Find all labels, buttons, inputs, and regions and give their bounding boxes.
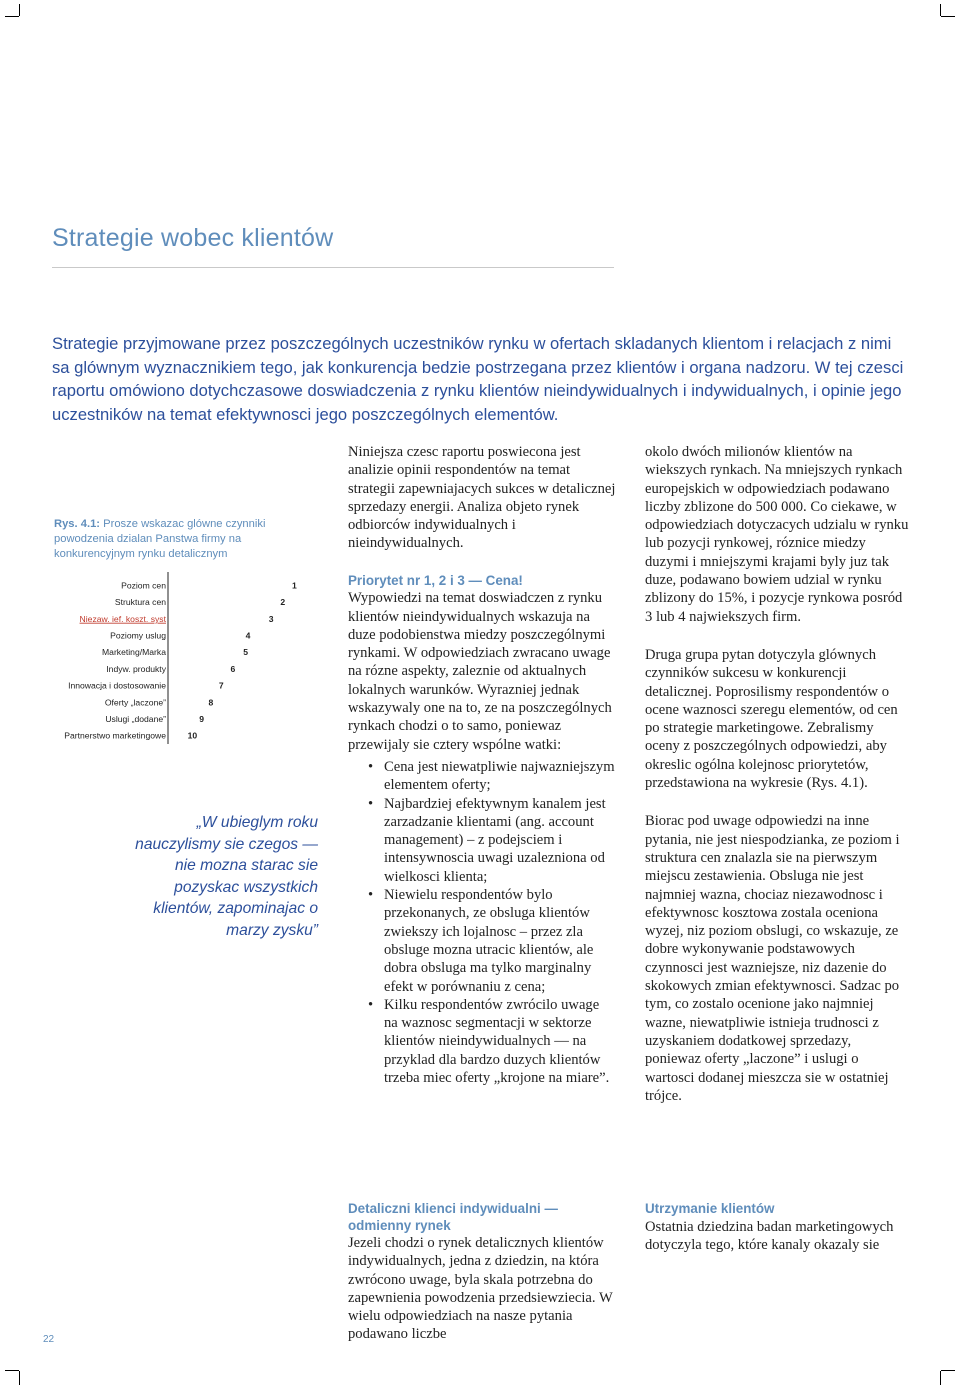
chart-bar xyxy=(168,647,235,657)
ranking-chart xyxy=(52,572,332,752)
paragraph: Druga grupa pytan dotyczyla glównych czynników sukcesu w konkurencji detalicznej. Poprosilismy respondentów o ocene waznosci szeregu elementów, od cen po strategie marketingowe. Zebralismy oceny z poszczególnych odpowiedzi, aby okreslic ogólna kolejnosc priorytetów, przedstawiona na wykresie (Rys. 4.1). xyxy=(645,646,898,792)
paragraph: Biorac pod uwage odpowiedzi na inne pytania, nie jest niespodzianka, ze poziom i struktura cen znalazla sie na pierwszym miejscu zestawienia. Obsluga nie jest najmniej wazna, chociaz niezawodnosc i efektywnosc kosztowa zostala oceniona wyzej, niz poziom obslugi, co wskazuje, ze dobre wykonywanie podstawowych czynnosci jest wazniejsze, niz dazenie do skokowych zmian efektywnosci. Sadzac po tym, co zostalo ocenione jako najmniej wazne, niewatpliwie istnieja trudnosci z uzyskaniem dodatkowej sprzedazy, poniewaz oferty „laczone” i uslugi o wartosci dodanej mieszcza sie w ostatniej trójce. xyxy=(645,813,900,1104)
paragraph: Jezeli chodzi o rynek detalicznych klientów indywidualnych, jedna z dziedzin, na która zwrócono uwage, byla skala potrzebna do zapewnienia powodzenia przedsiewziecia. W wielu odpowiedziach na nasze pytania podawano liczbe xyxy=(348,1235,613,1343)
intro-paragraph: Strategie przyjmowane przez poszczególnych uczestników rynku w ofertach skladanych klientom i relacjach z nimi sa glównym wyznacznikiem tego, jak konkurencja bedzie postrzegana przez klientów i organa nadzoru. W tej czesci raportu omówiono dotychczasowe doswiadczenia z rynku klientów nieindywidualnych i indywidualnych, i opinie jego uczestników na temat efektywnosci jego poszczególnych elementów. xyxy=(52,334,904,424)
value-label: 8 xyxy=(208,697,214,708)
right-column xyxy=(645,443,910,1105)
chart-bar xyxy=(168,597,272,607)
section-heading: Priorytet nr 1, 2 i 3 — Cena! xyxy=(348,572,523,588)
figure-caption xyxy=(54,517,324,562)
category-label: Uslugi „dodane” xyxy=(105,713,166,724)
right-column-lower xyxy=(645,1201,910,1254)
chart-bar xyxy=(168,731,180,741)
category-label: Innowacja i dostosowanie xyxy=(68,680,166,691)
category-label: Partnerstwo marketingowe xyxy=(64,730,166,741)
chart-bar xyxy=(168,714,191,724)
category-label: Marketing/Marka xyxy=(102,647,166,658)
title-divider xyxy=(52,267,614,268)
chart-bar xyxy=(168,697,200,707)
value-label: 9 xyxy=(199,713,204,724)
paragraph: Ostatnia dziedzina badan marketingowych dotyczyla tego, które kanaly okazaly sie xyxy=(645,1218,894,1253)
category-label: Struktura cen xyxy=(114,597,166,608)
page-title: Strategie wobec klientów xyxy=(52,224,334,252)
value-label: 4 xyxy=(245,630,251,641)
value-label: 5 xyxy=(243,647,249,658)
chart-bar xyxy=(168,664,223,674)
chart-bar xyxy=(168,614,261,624)
middle-column xyxy=(348,443,616,1087)
pull-quote: „W ubieglym roku nauczylismy sie czegos — nie mozna starac sie pozyskac wszystkich klientów, zapominajac o marzy zysku” xyxy=(135,814,318,939)
list-item: • Niewielu respondentów bylo przekonanych, ze obsluga klientów zwiekszy ich lojalnosc – przez zla obsluge mozna utracic klientów, ale dobra obsluga ma tylko marginalny efekt w porównaniu z cena; xyxy=(348,886,616,996)
figure-label: Rys. 4.1: xyxy=(54,518,101,530)
category-label: Poziomy uslug xyxy=(110,630,166,641)
category-label: Oferty „laczone” xyxy=(104,697,166,708)
value-label: 3 xyxy=(268,613,274,624)
section-heading: Detaliczni klienci indywidualni — odmienny rynek xyxy=(348,1201,558,1233)
chart-bar xyxy=(168,580,284,590)
value-label: 2 xyxy=(280,597,286,608)
category-label: Niezaw. ief. koszt. syst xyxy=(79,613,166,624)
chart-bar xyxy=(168,681,211,691)
category-label: Indyw. produkty xyxy=(106,663,166,674)
paragraph: Wypowiedzi na temat doswiadczen z rynku klientów nieindywidualnych wskazuja na duze podobienstwa miedzy poszczególnymi rynkami. W odpowiedziach zwracano uwage na rózne aspekty, zaleznie od aktualnych lokalnych warunków. Wyrazniej jednak wskazywaly one na to, ze na poszczególnych rynkach chodzi o to samo, poniewaz przewijaly sie cztery wspólne watki: xyxy=(348,590,612,753)
paragraph: Niniejsza czesc raportu poswiecona jest analizie opinii respondentów na temat strategii zapewniajacych sukces w detalicznej sprzedazy energii. Analiza objeto rynek odbiorców indywidualnych i nieindywidualnych. xyxy=(348,444,616,552)
value-label: 1 xyxy=(292,580,297,591)
paragraph: okolo dwóch milionów klientów na wiekszych rynkach. Na mniejszych rynkach europejskich w odpowiedziach podawano liczby zblizone do 500 000. Co ciekawe, w odpowiedziach dotyczacych udzialu w rynku lub pozycji rynkowej, róznice miedzy duzymi i mniejszymi krajami byly juz tak duze, podawano bowiem udzial w rynku zblizony do 15%, i pozycje rynkowa posród 3 lub 4 najwiekszych firm. xyxy=(645,444,909,625)
figure-caption-text: Prosze wskazac glówne czynniki powodzenia dzialan Panstwa firmy na konkurencyjnym rynku detalicznym xyxy=(54,518,266,560)
page-number: 22 xyxy=(43,1334,55,1345)
list-item: • Najbardziej efektywnym kanalem jest zarzadzanie klientami (ang. account management) – z podejsciem i intensywnoscia uwagi uzalezniona od wielkosci klienta; xyxy=(348,795,616,886)
section-heading: Utrzymanie klientów xyxy=(645,1201,775,1216)
list-item: • Cena jest niewatpliwie najwazniejszym elementem oferty; xyxy=(348,758,616,795)
bullet-list xyxy=(348,758,616,1087)
chart-bar xyxy=(168,630,238,640)
value-label: 6 xyxy=(230,663,236,674)
middle-column-lower xyxy=(348,1201,616,1344)
value-label: 7 xyxy=(218,680,224,691)
list-item: • Kilku respondentów zwrócilo uwage na waznosc segmentacji w sektorze klientów nieindywidualnych — na przyklad dla bardzo duzych klientów trzeba miec oferty „krojone na miare”. xyxy=(348,996,616,1087)
value-label: 10 xyxy=(187,730,198,741)
category-label: Poziom cen xyxy=(121,580,166,591)
